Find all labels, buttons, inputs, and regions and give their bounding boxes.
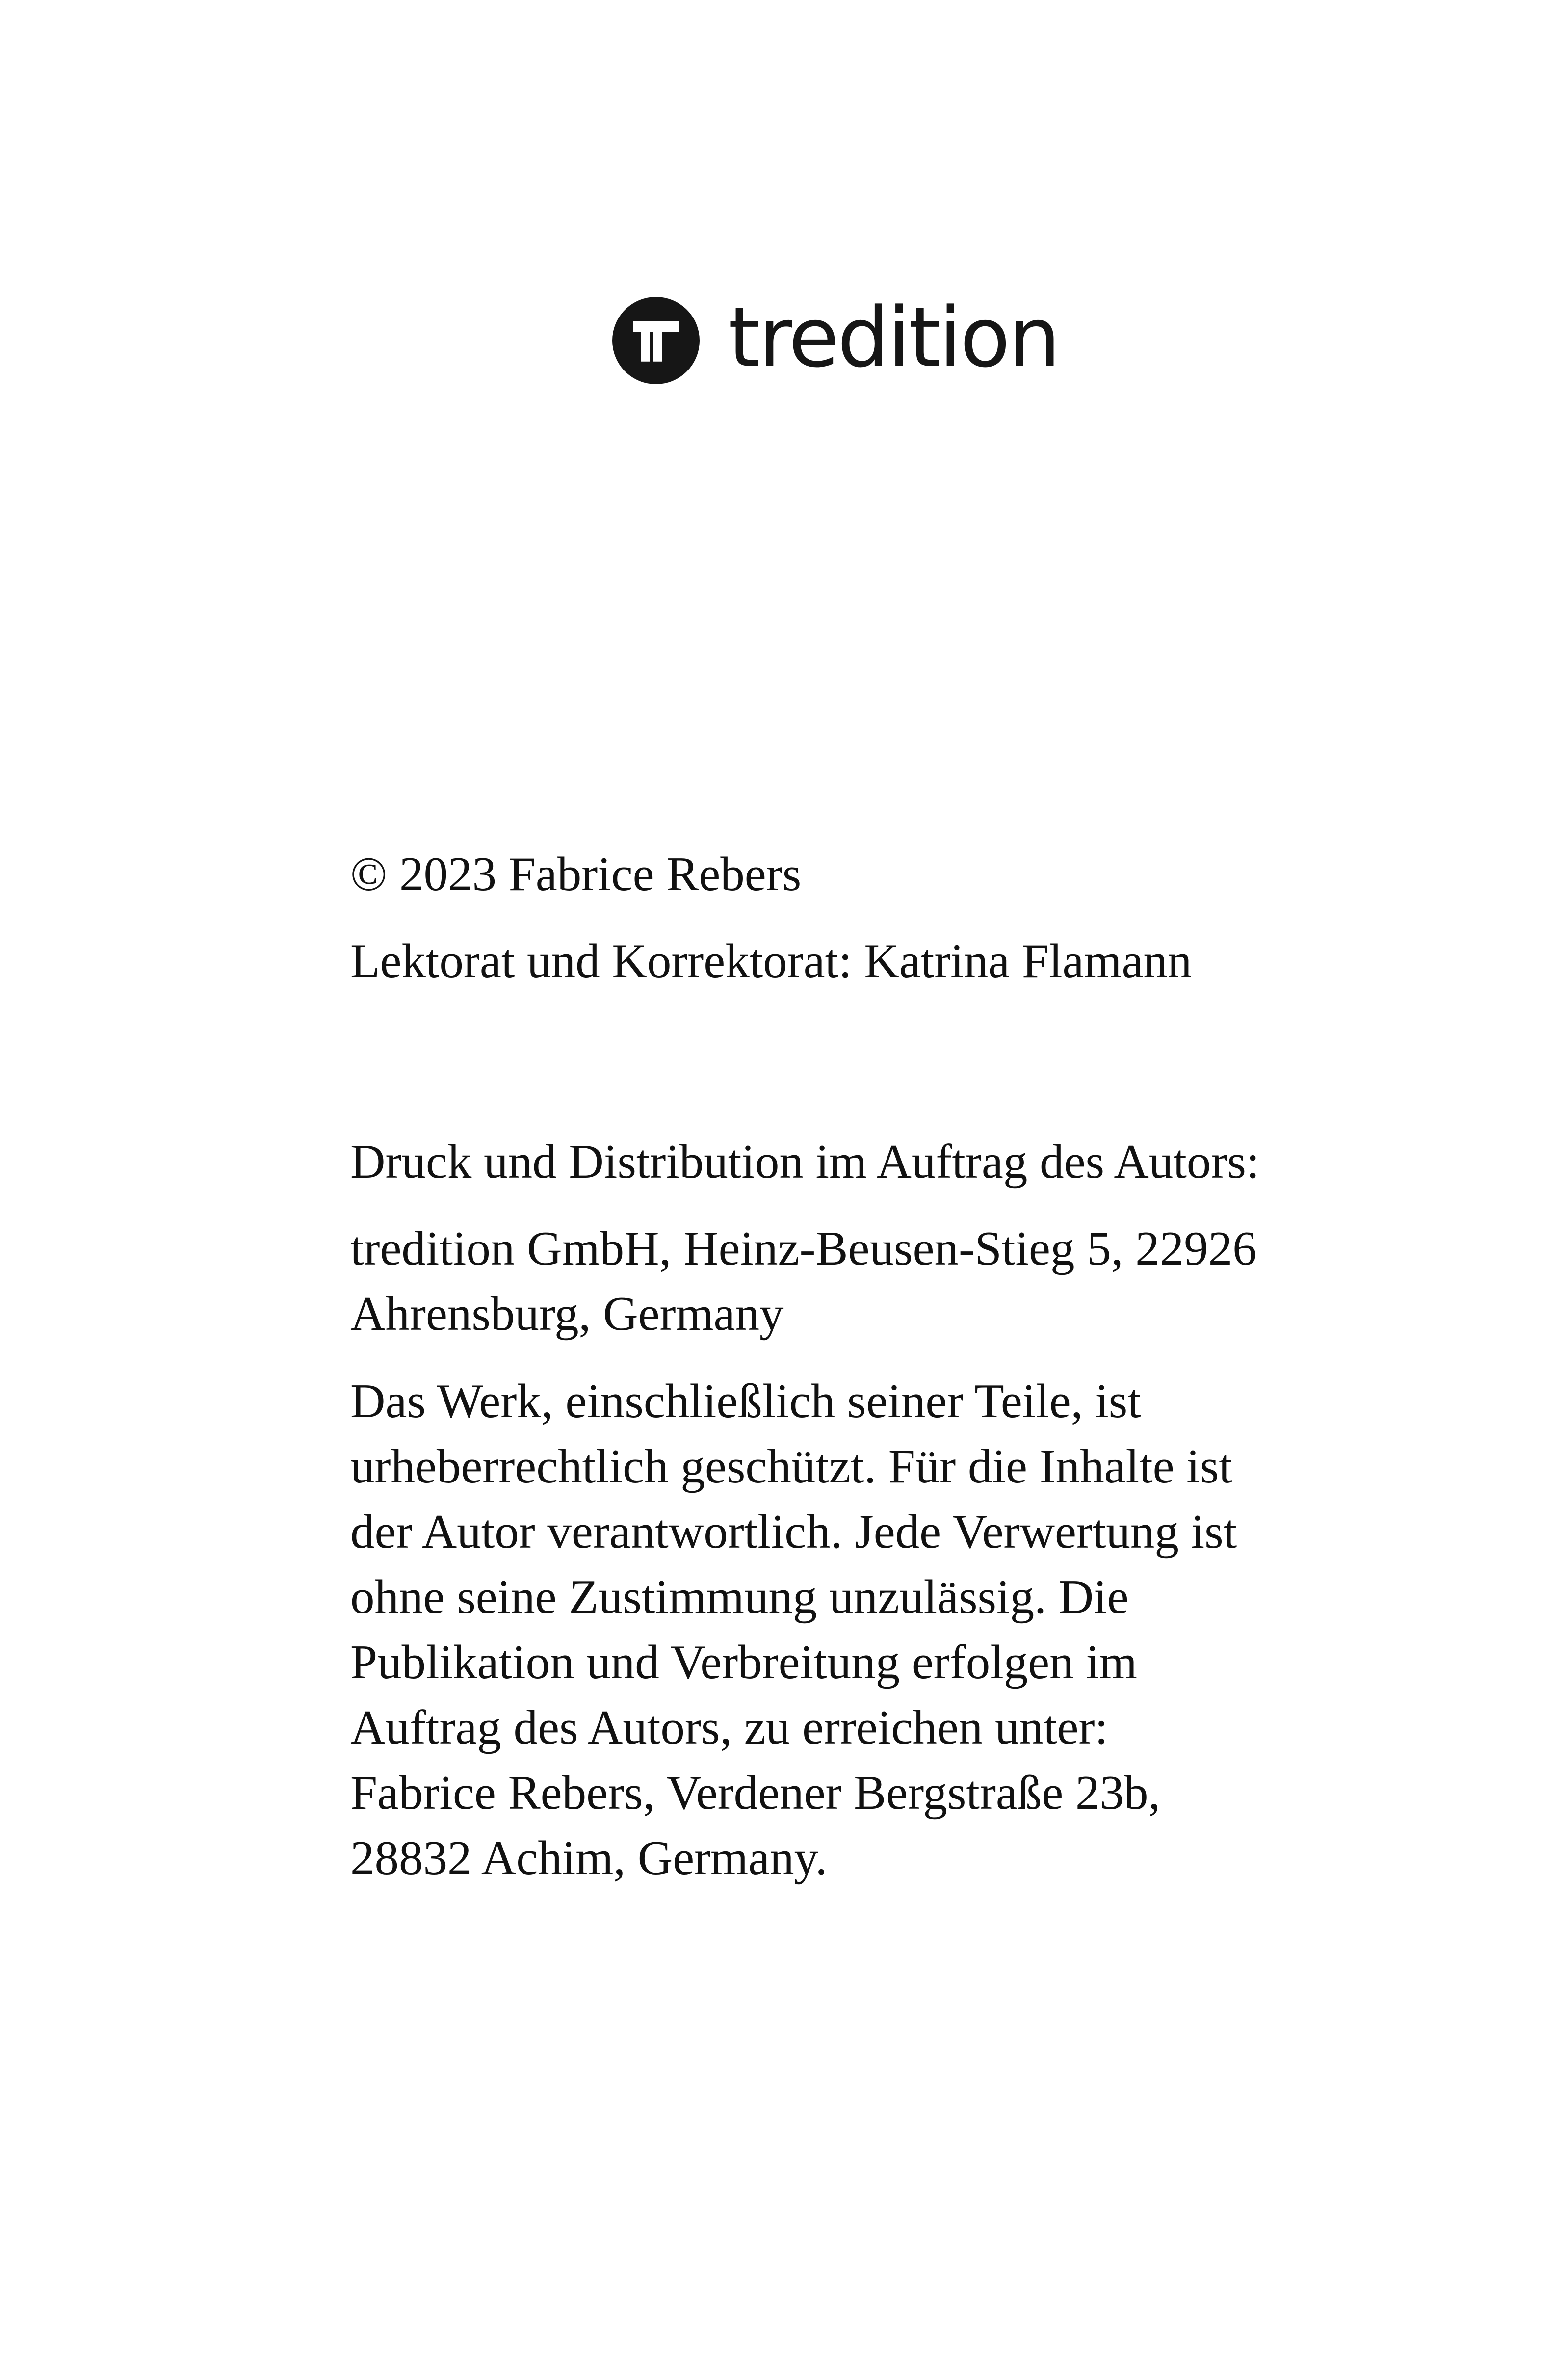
legal-line: Auftrag des Autors, zu erreichen unter: bbox=[350, 1701, 1108, 1754]
publisher-logo bbox=[612, 290, 1059, 386]
legal-line: der Autor verantwortlich. Jede Verwertung ist bbox=[350, 1505, 1237, 1559]
address-line: Ahrensburg, Germany bbox=[350, 1287, 784, 1341]
legal-line: urheberrechtlich geschützt. Für die Inhalte ist bbox=[350, 1440, 1232, 1493]
distribution-heading: Druck und Distribution im Auftrag des Autors: bbox=[350, 1135, 1260, 1189]
legal-line: ohne seine Zustimmung unzulässig. Die bbox=[350, 1570, 1129, 1624]
logo-wordmark: tredition bbox=[728, 290, 1059, 386]
legal-line: Das Werk, einschließlich seiner Teile, ist bbox=[350, 1375, 1141, 1428]
legal-line: 28832 Achim, Germany. bbox=[350, 1831, 828, 1885]
editing-credit: Lektorat und Korrektorat: Katrina Flamann bbox=[350, 934, 1192, 988]
legal-line: Fabrice Rebers, Verdener Bergstraße 23b, bbox=[350, 1766, 1161, 1820]
copyright-line: © 2023 Fabrice Rebers bbox=[350, 847, 802, 901]
publisher-address bbox=[350, 1216, 1331, 1347]
legal-line: Publikation und Verbreitung erfolgen im bbox=[350, 1636, 1137, 1689]
tredition-logo-icon bbox=[612, 297, 700, 384]
address-line: tredition GmbH, Heinz-Beusen-Stieg 5, 22926 bbox=[350, 1222, 1257, 1275]
legal-notice bbox=[350, 1369, 1331, 1891]
